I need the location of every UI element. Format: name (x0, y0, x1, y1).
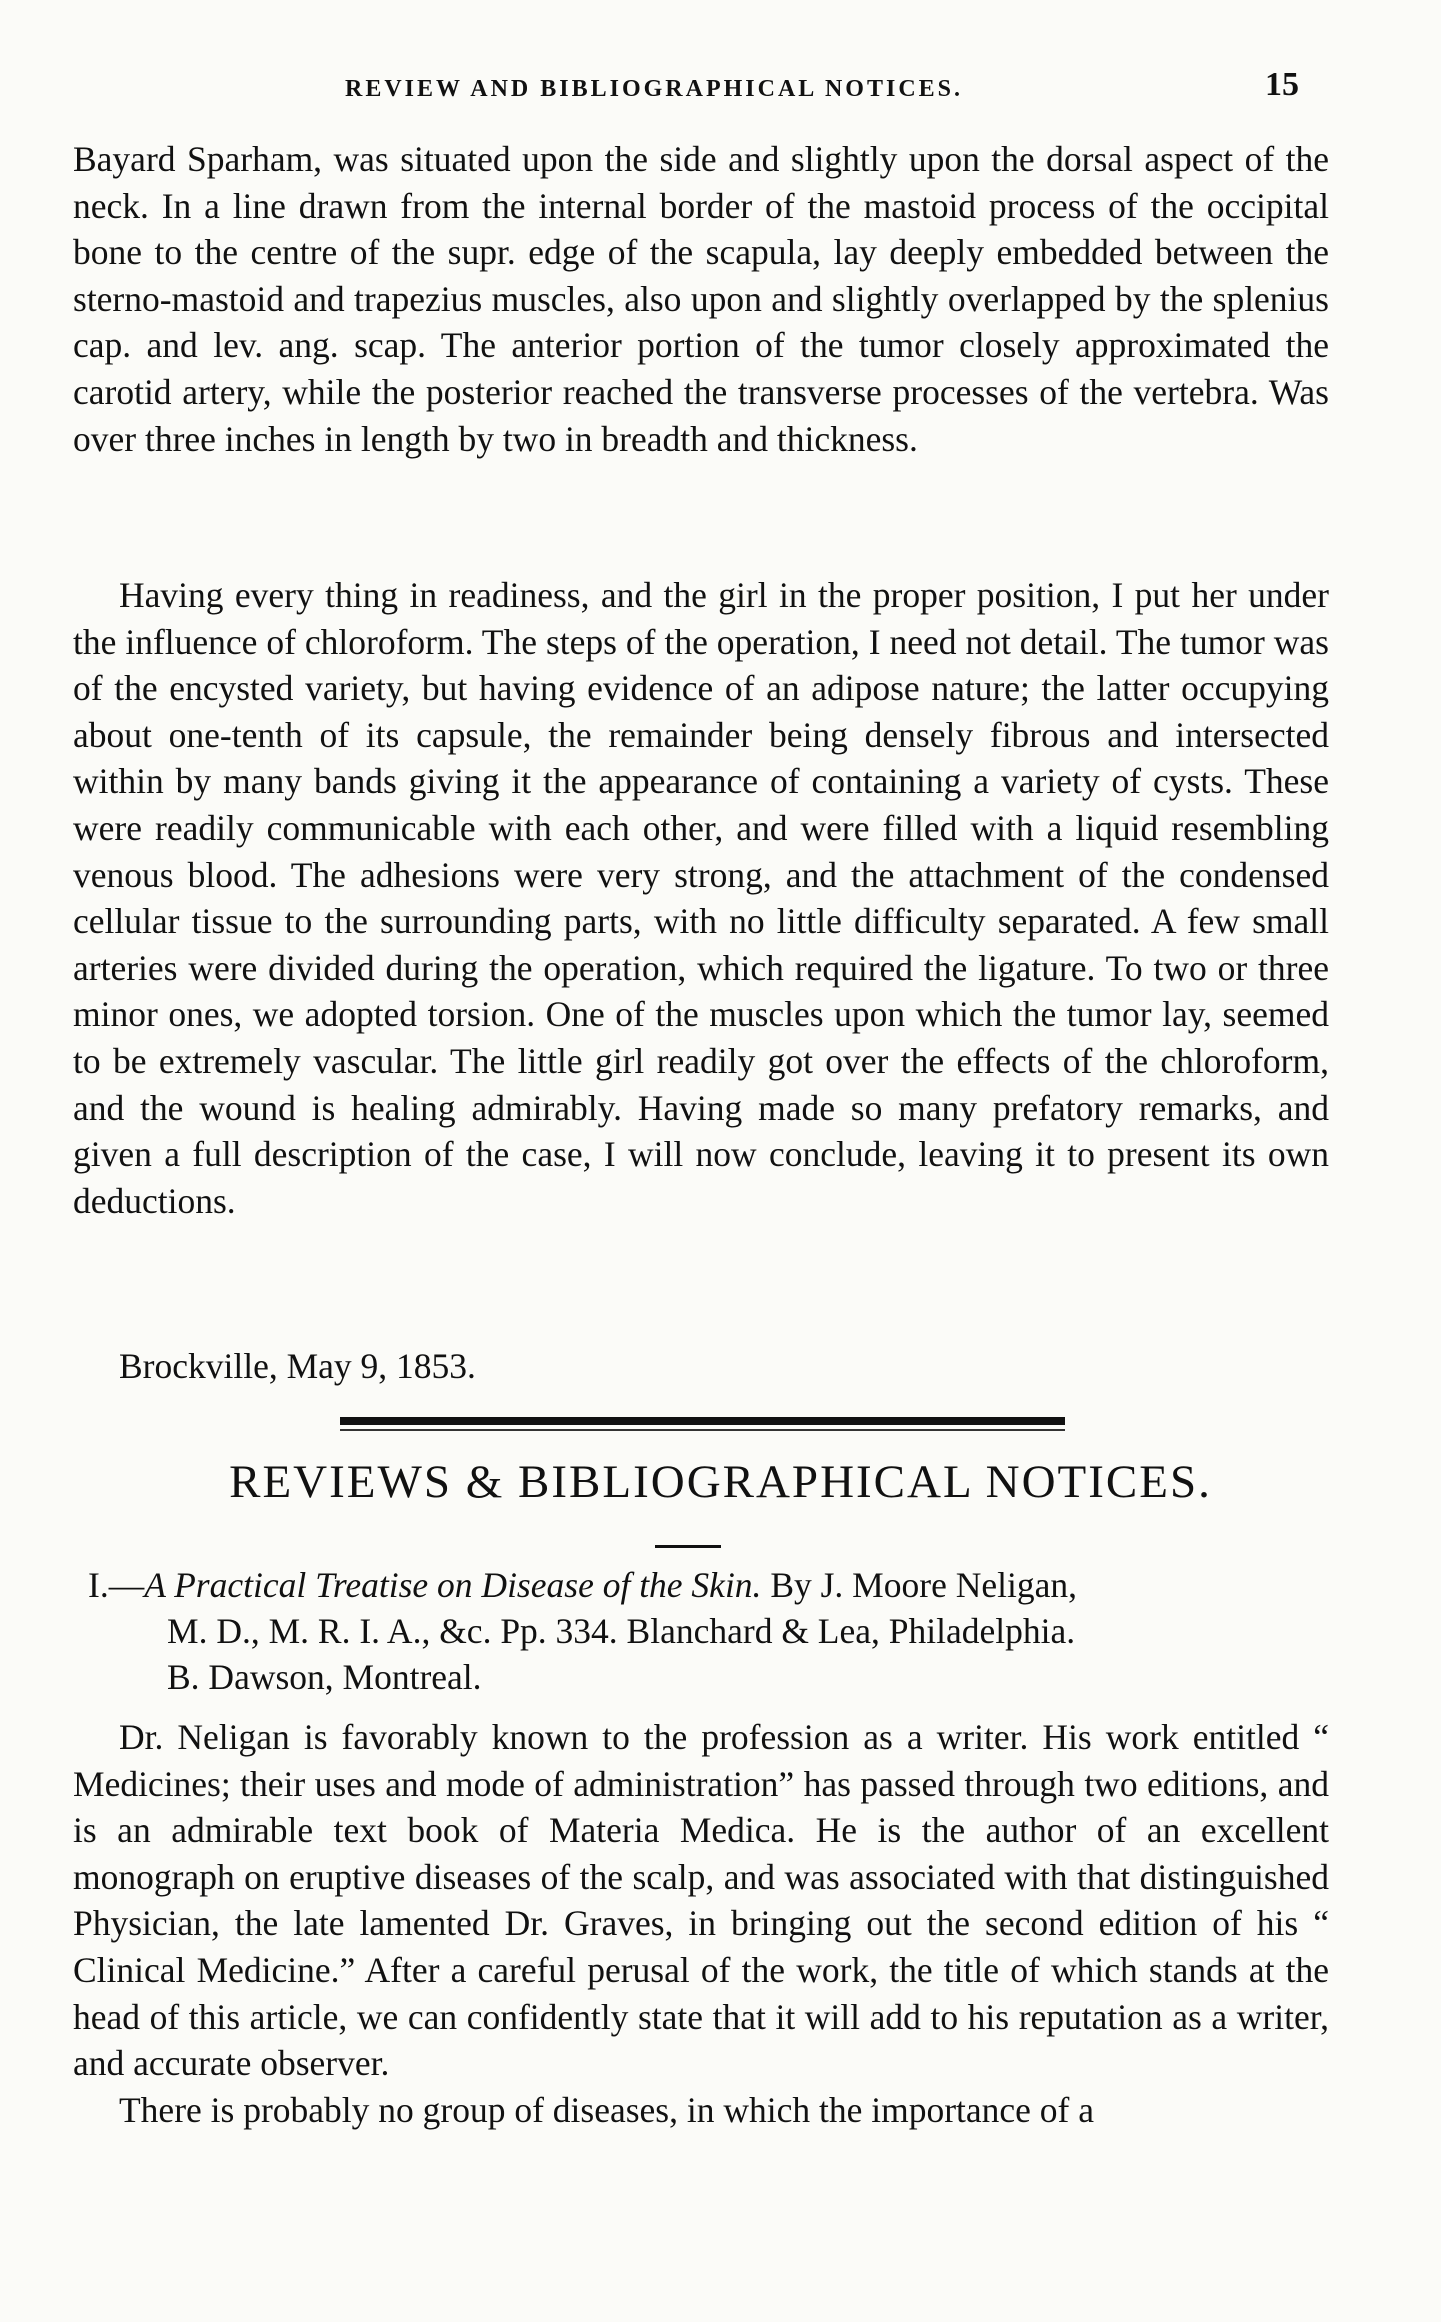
running-header (0, 66, 1441, 106)
entry-citation-line-2: M. D., M. R. I. A., &c. Pp. 334. Blanchard & Lea, Philadelphia. (167, 1611, 1076, 1651)
review-body (73, 1714, 1329, 2133)
title-underline-rule (655, 1545, 721, 1548)
section-title: REVIEWS & BIBLIOGRAPHICAL NOTICES. (229, 1456, 1212, 1508)
dateline: Brockville, May 9, 1853. (119, 1346, 476, 1386)
bibliographic-entry (88, 1562, 1328, 1700)
page-number: 15 (1265, 66, 1299, 103)
case-paragraph-2-text: Having every thing in readiness, and the girl in the proper position, I put her under the influence of chloroform. The steps of the operation, I need not detail. The tumor was of the encysted variety, but having evidence of an adipose nature; the latter occupying about one-tenth of its capsule, the remainder being densely fibrous and intersected within by many bands giving it the appearance of containing a variety of cysts. These were readily communicable with each other, and were filled with a liquid resembling venous blood. The adhesions were very strong, and the attachment of the condensed cellular tissue to the surrounding parts, with no little difficulty separated. A few small arteries were divided during the operation, which required the ligature. To two or three minor ones, we adopted torsion. One of the muscles upon which the tumor lay, seemed to be extremely vascular. The little girl readily got over the effects of the chloroform, and the wound is healing admirably. Having made so many prefatory remarks, and given a full description of the case, I will now conclude, leaving it to present its own deductions. (73, 575, 1329, 1221)
section-divider-rule-thin (340, 1429, 1065, 1431)
section-divider-rule (340, 1417, 1065, 1425)
entry-book-title: A Practical Treatise on Disease of the Skin. (144, 1565, 762, 1605)
case-paragraph-1 (73, 136, 1329, 462)
review-paragraph-1: Dr. Neligan is favorably known to the profession as a writer. His work entitled “ Medicines; their uses and mode of administration” has passed through two editions, and is an admirable text book of Materia Medica. He is the author of an excellent monograph on eruptive diseases of the scalp, and was associated with that distinguished Physician, the late lamented Dr. Graves, in bringing out the second edition of his “ Clinical Medicine.” After a careful perusal of the work, the title of which stands at the head of this article, we can confidently state that it will add to his reputation as a writer, and accurate observer. (73, 1717, 1329, 2084)
entry-number: I.— (88, 1565, 145, 1605)
entry-citation-line-1: By J. Moore Neligan, (761, 1565, 1077, 1605)
entry-citation-line-3: B. Dawson, Montreal. (167, 1657, 482, 1697)
running-title: REVIEW AND BIBLIOGRAPHICAL NOTICES. (345, 76, 964, 102)
case-paragraph-2 (73, 572, 1329, 1224)
review-paragraph-2: There is probably no group of diseases, in which the importance of a (119, 2089, 1094, 2130)
case-paragraph-1-text: Bayard Sparham, was situated upon the side and slightly upon the dorsal aspect of the neck. In a line drawn from the internal border of the mastoid process of the occipital bone to the centre of the supr. edge of the scapula, lay deeply embedded between the sterno-mastoid and trapezius muscles, also upon and slightly overlapped by the splenius cap. and lev. ang. scap. The anterior portion of the tumor closely approximated the carotid artery, while the posterior reached the transverse processes of the vertebra. Was over three inches in length by two in breadth and thickness. (73, 139, 1329, 459)
